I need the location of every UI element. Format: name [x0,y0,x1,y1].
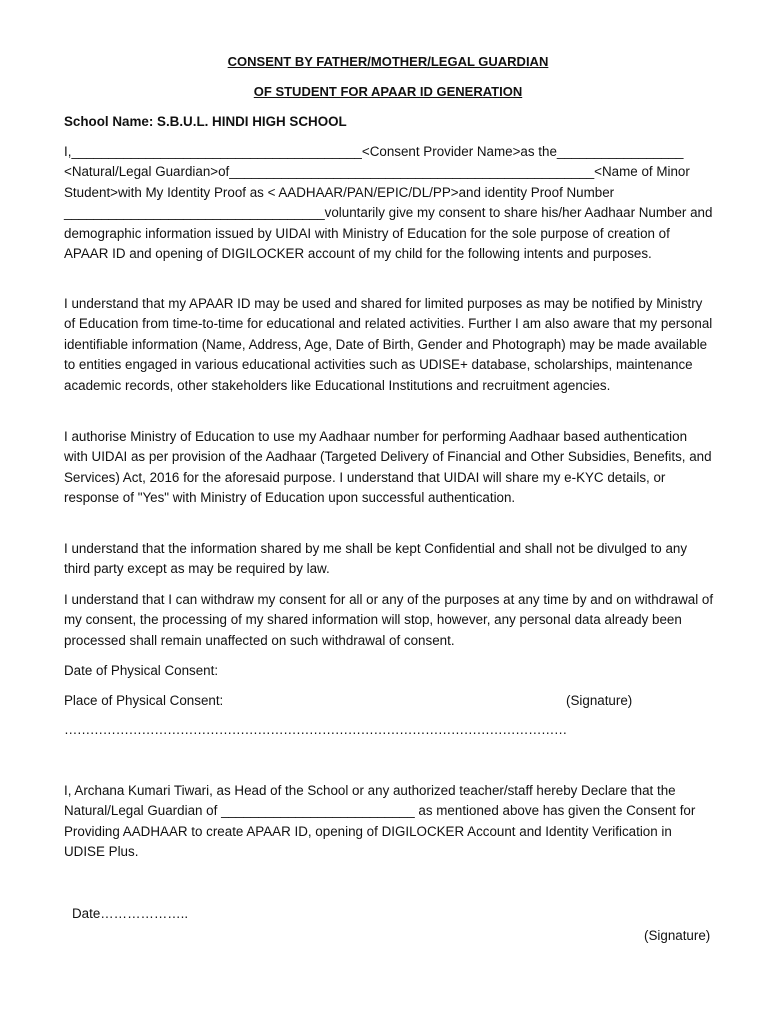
school-name: School Name: S.B.U.L. HINDI HIGH SCHOOL [64,114,347,129]
consent-paragraph-identity: I,_______________________________________<Consent Provider Name>as the_________________ <Natural/Legal Guardian>of_________________________________________________<Name of Minor Student>with My Identity Proof as < AADHAAR/PAN/EPIC/DL/PP>and identity Proof Number ___________________________________voluntarily give my consent to share his/her Aadhaar Number and demographic information issued by UIDAI with Ministry of Education for the sole purpose of creation of APAAR ID and opening of DIGILOCKER account of my child for the following intents and purposes. [64,144,713,262]
document-title-line-1: CONSENT BY FATHER/MOTHER/LEGAL GUARDIAN [227,54,549,69]
consent-paragraph-usage: I understand that my APAAR ID may be used and shared for limited purposes as may be notified by Ministry of Education from time-to-time for educational and related activities. Further I am also aware that my personal identifiable information (Name, Address, Age, Date of Birth, Gender and Photograph) may be made available to entities engaged in various educational activities such as UDISE+ database, scholarships, maintenance academic records, other stakeholders like Educational Institutions and recruitment agencies. [64,296,713,393]
consent-paragraph-authorisation: I authorise Ministry of Education to use my Aadhaar number for performing Aadhaar based authentication with UIDAI as per provision of the Aadhaar (Targeted Delivery of Financial and Other Subsidies, Benefits, and Services) Act, 2016 for the aforesaid purpose. I understand that UIDAI will share my e-KYC details, or response of "Yes" with Ministry of Education upon successful authentication. [64,429,712,506]
date-of-consent-label: Date of Physical Consent: [64,663,219,678]
head-signature-label: (Signature) [644,928,711,943]
guardian-signature-label: (Signature) [566,693,633,708]
consent-paragraph-confidentiality: I understand that the information shared by me shall be kept Confidential and shall not be divulged to any third party except as may be required by law. [64,541,688,577]
separator-dotted-line: ……………………………………………………………………………………………………… [64,722,567,737]
head-of-school-declaration: I, Archana Kumari Tiwari, as Head of the School or any authorized teacher/staff hereby Declare that the Natural/Legal Guardian of __________________________ as mentioned above has given the Consent for Providing AADHAAR to create APAAR ID, opening of DIGILOCKER Account and Identity Verification in UDISE Plus. [64,783,696,860]
declaration-date-field: Date……………….. [72,906,189,921]
place-of-consent-label: Place of Physical Consent: [64,693,224,708]
document-title-line-2: OF STUDENT FOR APAAR ID GENERATION [253,84,523,99]
consent-paragraph-withdrawal: I understand that I can withdraw my consent for all or any of the purposes at any time by and on withdrawal of my consent, the processing of my shared information will stop, however, any personal data already been processed shall remain unaffected on such withdrawal of consent. [64,592,714,648]
